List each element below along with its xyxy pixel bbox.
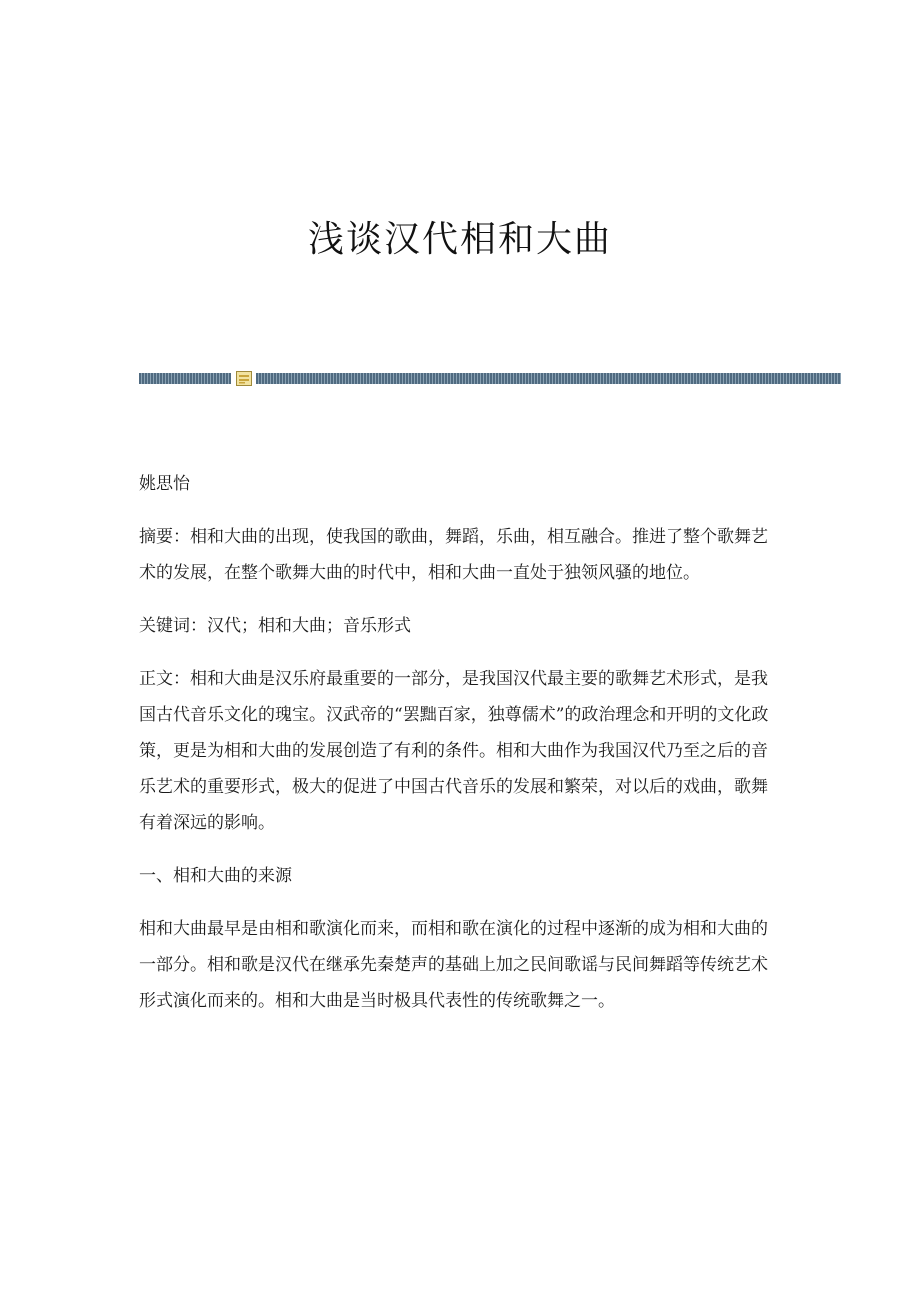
document-body (139, 466, 779, 1036)
title-divider-left (139, 373, 231, 384)
section-paragraph: 相和大曲最早是由相和歌演化而来，而相和歌在演化的过程中逐渐的成为相和大曲的一部分。相和歌是汉代在继承先秦楚声的基础上加之民间歌谣与民间舞蹈等传统艺术形式演化而来的。相和大曲是当时极具代表性的传统歌舞之一。 (139, 919, 768, 1011)
section-heading: 一、相和大曲的来源 (139, 866, 292, 886)
keywords-line: 关键词：汉代；相和大曲；音乐形式 (139, 616, 411, 636)
document-title: 浅谈汉代相和大曲 (307, 219, 612, 260)
title-divider-right (256, 373, 841, 384)
author-name: 姚思怡 (139, 474, 190, 494)
divider-ornament-icon (236, 371, 252, 386)
abstract-paragraph: 摘要：相和大曲的出现，使我国的歌曲，舞蹈，乐曲，相互融合。推进了整个歌舞艺术的发展，在整个歌舞大曲的时代中，相和大曲一直处于独领风骚的地位。 (139, 527, 768, 583)
body-intro-paragraph: 正文：相和大曲是汉乐府最重要的一部分，是我国汉代最主要的歌舞艺术形式，是我国古代音乐文化的瑰宝。汉武帝的“罢黜百家，独尊儒术”的政治理念和开明的文化政策，更是为相和大曲的发展创造了有利的条件。相和大曲作为我国汉代乃至之后的音乐艺术的重要形式，极大的促进了中国古代音乐的发展和繁荣，对以后的戏曲，歌舞有着深远的影响。 (139, 669, 769, 833)
